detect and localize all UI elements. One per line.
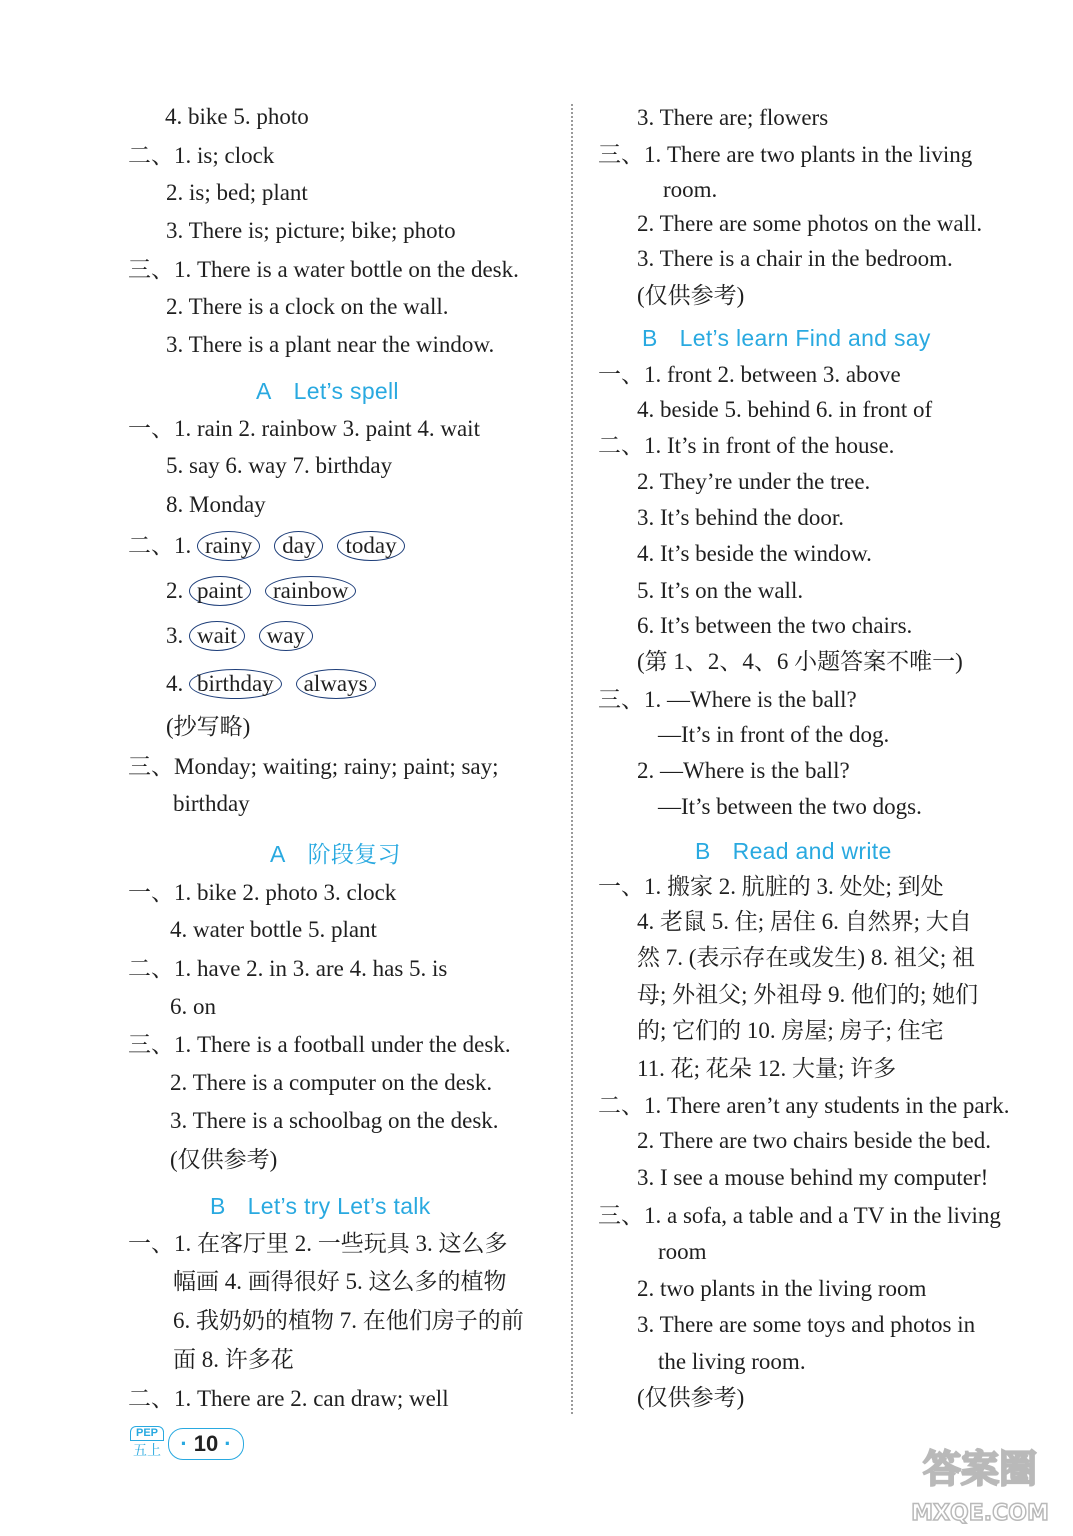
circled-word: day <box>274 531 323 561</box>
answer-line: 2. They’re under the tree. <box>637 469 871 494</box>
answer-line: 一、1. 搬家 2. 肮脏的 3. 处处; 到处 <box>598 874 944 899</box>
page-number-value: 10 <box>193 1431 219 1456</box>
section-heading-read-and-write <box>695 836 892 866</box>
answer-line: 三、1. There is a football under the desk. <box>128 1032 511 1057</box>
section-prefix: 二、 <box>128 533 174 558</box>
answer-line: 二、1. There aren’t any students in the park. <box>598 1093 1010 1118</box>
page-number <box>168 1428 244 1460</box>
answer-line: 二、1. is; clock <box>128 143 275 168</box>
answer-line: 3. There are some toys and photos in <box>637 1312 976 1337</box>
answer-line: room. <box>663 177 718 202</box>
answer-line: 2. There is a clock on the wall. <box>166 294 449 319</box>
answer-line: 11. 花; 花朵 12. 大量; 许多 <box>637 1056 897 1081</box>
answer-line: 一、1. rain 2. rainbow 3. paint 4. wait <box>128 416 480 441</box>
note: (仅供参考) <box>637 283 745 308</box>
answer-line: 母; 外祖父; 外祖母 9. 他们的; 她们 <box>637 982 979 1007</box>
answer-line: 一、1. front 2. between 3. above <box>598 362 901 387</box>
answer-line: room <box>658 1239 707 1264</box>
answer-line: —It’s in front of the dog. <box>658 722 890 747</box>
answer-line: 4. It’s beside the window. <box>637 541 872 566</box>
answer-line: 6. on <box>170 994 216 1019</box>
circle-row <box>166 621 327 651</box>
answer-line: 幅画 4. 画得很好 5. 这么多的植物 <box>173 1269 507 1294</box>
heading-tag: B <box>210 1193 226 1219</box>
answer-line: 4. bike 5. photo <box>165 104 309 129</box>
row-number: 1. <box>174 533 192 558</box>
circled-word: rainy <box>197 531 260 561</box>
answer-line: 二、1. It’s in front of the house. <box>598 433 895 458</box>
answer-line: the living room. <box>658 1349 806 1374</box>
section-heading-lets-spell <box>256 376 399 406</box>
answer-line: 三、1. There are two plants in the living <box>598 142 973 167</box>
heading-tag: A <box>270 841 286 867</box>
circle-row <box>128 531 419 561</box>
circled-word: today <box>337 531 404 561</box>
answer-line: 的; 它们的 10. 房屋; 房子; 住宅 <box>637 1018 944 1043</box>
note: (抄写略) <box>166 714 251 739</box>
answer-line: 3. I see a mouse behind my computer! <box>637 1165 989 1190</box>
circled-word: paint <box>189 576 251 606</box>
note: (仅供参考) <box>637 1385 745 1410</box>
answer-line: 2. two plants in the living room <box>637 1276 927 1301</box>
section-heading-lets-learn <box>642 323 931 353</box>
answer-line: 5. say 6. way 7. birthday <box>166 453 393 478</box>
section-heading-lets-talk <box>210 1191 431 1221</box>
answer-line: 然 7. (表示存在或发生) 8. 祖父; 祖 <box>637 945 975 970</box>
answer-line: 面 8. 许多花 <box>173 1347 294 1372</box>
answer-line: 2. —Where is the ball? <box>637 758 850 783</box>
answer-line: 6. 我奶奶的植物 7. 在他们房子的前 <box>173 1308 524 1333</box>
answer-line: 2. There are some photos on the wall. <box>637 211 983 236</box>
row-number: 3. <box>166 623 184 648</box>
circled-word: birthday <box>189 669 282 699</box>
answer-line: 二、1. have 2. in 3. are 4. has 5. is <box>128 956 448 981</box>
answer-line: 一、1. bike 2. photo 3. clock <box>128 880 397 905</box>
answer-line: 3. There is a chair in the bedroom. <box>637 246 953 271</box>
answer-line: 4. beside 5. behind 6. in front of <box>637 397 933 422</box>
page-dot: · <box>180 1431 188 1456</box>
heading-tag: A <box>256 378 272 404</box>
heading-title: Let’s try Let’s talk <box>247 1193 431 1219</box>
pep-label: PEP <box>130 1426 164 1441</box>
heading-title: Let’s learn Find and say <box>679 325 931 351</box>
page-dot: · <box>224 1431 232 1456</box>
heading-tag: B <box>642 325 658 351</box>
heading-title: 阶段复习 <box>307 841 401 867</box>
answer-line: 三、1. —Where is the ball? <box>598 687 857 712</box>
answer-line: 2. There are two chairs beside the bed. <box>637 1128 992 1153</box>
watermark-logo <box>900 1440 1060 1530</box>
answer-line: 三、Monday; waiting; rainy; paint; say; <box>128 754 499 779</box>
heading-title: Let’s spell <box>293 378 399 404</box>
grade-label: 五上 <box>133 1442 161 1458</box>
answer-line: 3. There are; flowers <box>637 105 829 130</box>
answer-line: 三、1. There is a water bottle on the desk. <box>128 257 519 282</box>
answer-line: 8. Monday <box>166 492 266 517</box>
watermark-text-bottom: MXQE.COM <box>911 1501 1049 1526</box>
answer-line: 二、1. There are 2. can draw; well <box>128 1386 449 1411</box>
answer-line: 4. water bottle 5. plant <box>170 917 377 942</box>
answer-line: 一、1. 在客厅里 2. 一些玩具 3. 这么多 <box>128 1231 508 1256</box>
answer-line: 3. There is a schoolbag on the desk. <box>170 1108 499 1133</box>
circled-word: wait <box>189 621 245 651</box>
answer-line: birthday <box>173 791 250 816</box>
heading-title: Read and write <box>732 838 892 864</box>
answer-line: 6. It’s between the two chairs. <box>637 613 913 638</box>
watermark-text-top: 答案圈 <box>922 1447 1038 1491</box>
note: (第 1、2、4、6 小题答案不唯一) <box>637 649 963 674</box>
answer-line: 2. There is a computer on the desk. <box>170 1070 493 1095</box>
heading-tag: B <box>695 838 711 864</box>
answer-line: 三、1. a sofa, a table and a TV in the living <box>598 1203 1001 1228</box>
answer-line: 4. 老鼠 5. 住; 居住 6. 自然界; 大自 <box>637 909 972 934</box>
answer-line: —It’s between the two dogs. <box>658 794 922 819</box>
circle-row <box>166 669 390 699</box>
answer-line: 3. There is; picture; bike; photo <box>166 218 456 243</box>
circled-word: always <box>296 669 376 699</box>
column-divider <box>571 104 573 1414</box>
answer-line: 3. It’s behind the door. <box>637 505 844 530</box>
grade-badge <box>130 1426 164 1459</box>
section-heading-review <box>270 839 401 869</box>
answer-line: 3. There is a plant near the window. <box>166 332 495 357</box>
circle-row <box>166 576 370 606</box>
row-number: 2. <box>166 578 184 603</box>
answer-line: 2. is; bed; plant <box>166 180 308 205</box>
circled-word: way <box>259 621 313 651</box>
row-number: 4. <box>166 671 184 696</box>
answer-line: 5. It’s on the wall. <box>637 578 804 603</box>
note: (仅供参考) <box>170 1147 278 1172</box>
circled-word: rainbow <box>265 576 356 606</box>
